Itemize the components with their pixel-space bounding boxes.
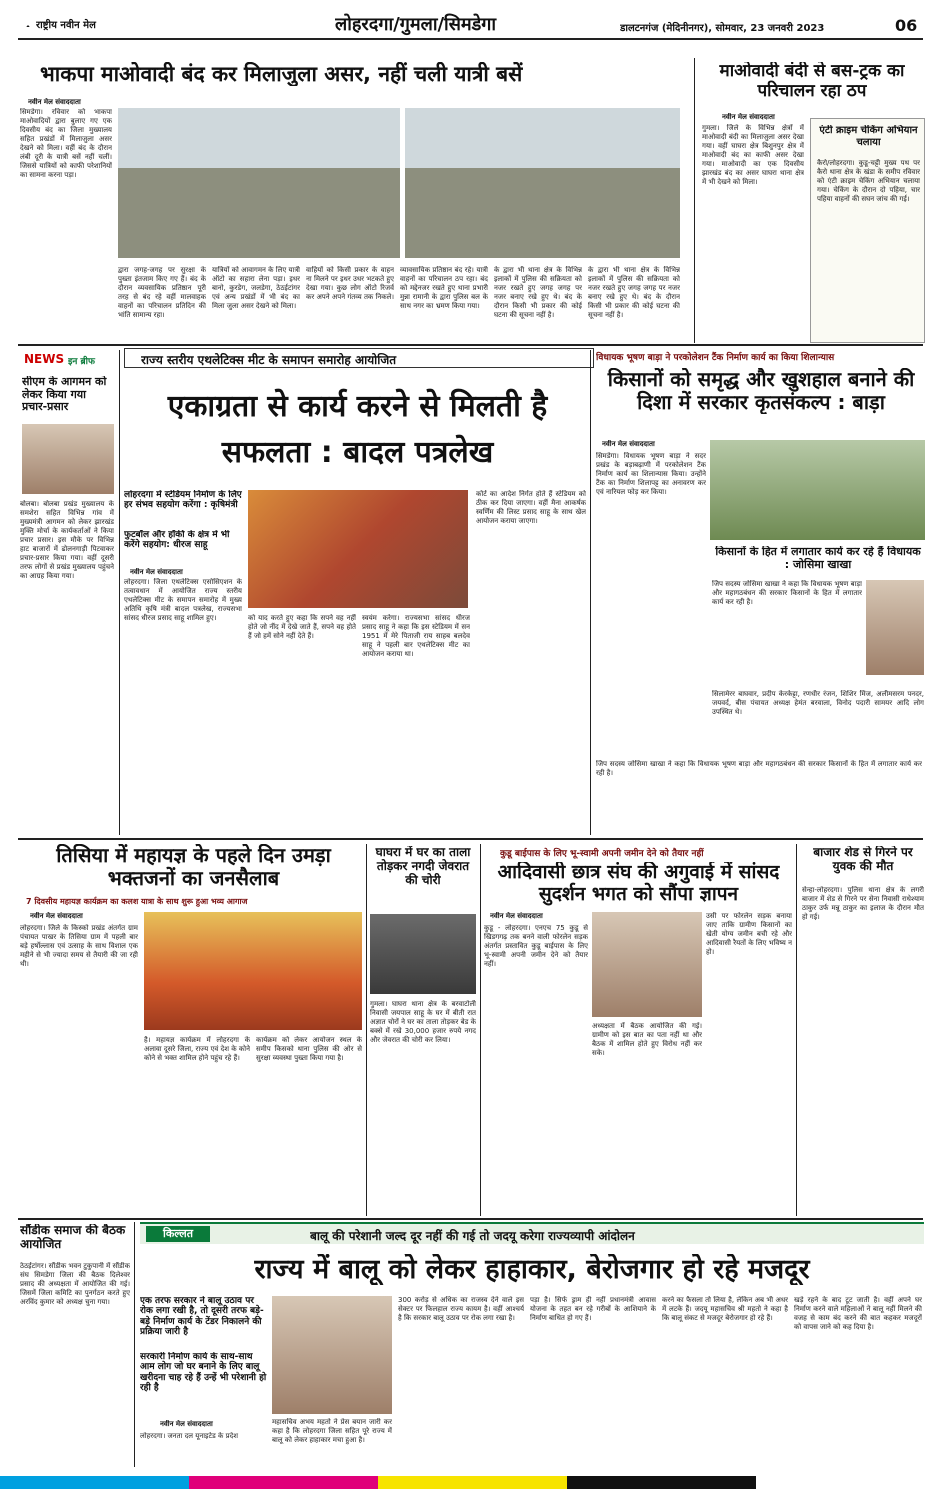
story5-divider xyxy=(366,844,367,1216)
story5-byline: नवीन मेल संवाददाता xyxy=(30,912,83,920)
paper-name: राष्ट्रीय नवीन मेल xyxy=(36,20,96,31)
story3-sub1: लोहरदगा में स्टेडियम निर्माण के लिए हर संभव सहयोग करेंगा : कृषिमंत्री xyxy=(124,490,242,511)
story10-col2: पड़ा है। सिर्फ ड्राम ही नहीं प्रधानमंत्री आवास योजना के तहत बन रहे गरीबों के आशियाने के निर्माण बाधित हो गए हैं। xyxy=(530,1296,656,1322)
story1-headline: भाकपा माओवादी बंद कर मिलाजुला असर, नहीं चली यात्री बसें xyxy=(40,62,523,86)
story3-divider xyxy=(590,350,591,835)
story10-col4: खड़े रहने के बाद टूट जाती है। वहीं अपने घर निर्माण करने वाले महिलाओं ने बालू नहीं मिलने की वजह से काम बंद करने की बात कहकर मजदूरों को वापस जाने को कह दिया है। xyxy=(794,1296,922,1331)
story5-headline: तिसिया में महायज्ञ के पहले दिन उमड़ा भक्तजनों का जनसैलाब xyxy=(56,844,331,890)
story1-col4: वाहियों को किसी प्रकार के वाहन ना मिलने पर इधर उधर भटकते हुए देखा गया। कुछ लोग ऑटो रिजर्व कर अपने अपने गंतव्य तक निकले। xyxy=(306,266,394,301)
story7-photo xyxy=(592,912,702,1017)
story7-col1: कुडू - लोहरदगा। एनएच 75 कुडू से खिडगगढ़ तक बनने वाली फोरलेन सड़क अंतर्गत प्रस्तावित कुडू बाईपास के लिए भू-स्वामी अपनी जमीन देने को तैयार नहीं। xyxy=(484,924,588,968)
story7-byline: नवीन मेल संवाददाता xyxy=(490,912,543,920)
masthead xyxy=(0,0,945,44)
story3-col4: कोर्ट का आदेश निर्गत होते हैं स्टेडियम को ठीक कर दिया जाएगा। वहीं मैना आकर्षक स्वर्णिम की लिस्ट प्रसाद साहू के साथ खेल आयोजन कराया जाएगा। xyxy=(476,490,586,525)
page-number: 06 xyxy=(895,16,918,35)
story4-footer-text: सिलामेरर बाघवार, प्रदीप केरकेट्टा, रणधीर रंजन, शिशिर मिंज, अलीमसरम पनदर, जयवर्द, बीस पंचायत अध्यक्ष हेमंत बरवाला, विनोद पदारी सामयर आदि लोग उपस्थित थे। xyxy=(712,690,924,716)
story4-photo-top xyxy=(710,440,925,540)
story4-footer-text-2: जिप सदस्य जोसिमा खाखा ने कहा कि विधायक भूषण बाड़ा और महागठबंधन की सरकार किसानों के हित में लगातार कार्य कर रही है। xyxy=(596,760,922,777)
story1-col2: द्वारा जगह-जगह पर सुरक्षा के पुख्ता इंतजाम किए गए हैं। बंद के दौरान व्यवसायिक प्रतिष्ठान पूरी तरह से बंद रहे वहीं मालवाहक वाहनों का परिचालन प्रतिदिन की भांति सामान्य रहा। xyxy=(118,266,206,319)
anticrime-box xyxy=(810,118,925,343)
story4-sub-headline: किसानों के हित में लगातार कार्य कर रहे हैं विधायक : जोसिमा खाखा xyxy=(715,546,921,571)
masthead-divider xyxy=(18,38,923,40)
story3-kicker-box xyxy=(124,348,594,368)
story10-pull2: सरकारी निर्माण कार्य के साथ-साथ आम लोग जो घर बनाने के लिए बालू खरीदना चाह रहे हैं उन्हें भी परेशानी हो रही है xyxy=(140,1352,267,1394)
story8-text: सेन्हा-लोहरदगा। पुलिस थाना क्षेत्र के लगरी बाजार में शेड से गिरने पर सेना निवासी राधेश्याम ठाकुर उर्फ मन्नू ठाकुर का इलाज के दौरान मौत हो गई। xyxy=(802,886,924,921)
story1-col3: यात्रियों को आवागमन के लिए यात्री ऑटो का सहारा लेना पड़ा। इधर बानो, कुरडेग, जलडेगा, ठेठईटांगर एवं अन्य प्रखंडों में भी बंद का मिला जुला असर देखने को मिला। xyxy=(212,266,300,310)
story3-col1: लोहरदगा। जिला एथलेटिक्स एसोसिएशन के तत्वावधान में आयोजित राज्य स्तरीय एथलेटिक्स मीट के समापन समारोह में मुख्य अतिथि कृषि मंत्री बादल पत्रलेख, राज्यसभा सांसद धीरज प्रसाद साहू शामिल हुए। xyxy=(124,578,242,622)
news-brief-badge xyxy=(20,350,116,370)
story4-kicker: विधायक भूषण बाड़ा ने परकोलेशन टैंक निर्माण कार्य का किया शिलान्यास xyxy=(596,353,835,363)
section-title: लोहरदगा/गुमला/सिमडेगा xyxy=(335,14,497,35)
story3-kicker: राज्य स्तरीय एथलेटिक्स मीट के समापन समारोह आयोजित xyxy=(141,353,397,367)
story7-kicker: कुडू बाईपास के लिए भू-स्वामी अपनी जमीन देने को तैयार नहीं xyxy=(500,849,704,859)
anticrime-text: कैरो/लोहरदगा। कुडू-चट्टी मुख्य पथ पर कैरो थाना क्षेत्र के खंडा के समीप रविवार को एंटी क्राइम चेकिंग अभियान चलाया गया। चेकिंग के दौरान दो पहिया, चार पहिया वाहनों की सघन जांच की गई। xyxy=(817,159,920,203)
story1-byline: नवीन मेल संवाददाता xyxy=(28,98,81,106)
story2-headline: माओवादी बंदी से बस-ट्रक का परिचालन रहा ठप xyxy=(719,62,905,101)
story9-divider xyxy=(134,1222,135,1467)
story10-col3: करने का फैसला तो लिया है, लेकिन अब भी अधर में लटके हैं। जदयू महासचिव श्री महतो ने कहा है कि बालू संकट से मजदूर बेरोजगार हो रहे हैं। xyxy=(662,1296,788,1322)
story4-headline: किसानों को समृद्ध और खुशहाल बनाने की दिशा में सरकार कृतसंकल्प : बाड़ा xyxy=(607,368,915,414)
story3-col2: को याद करते हुए कहा कि सपने वह नहीं होते जो नींद में देखे जाते हैं, सपने वह होते हैं जो हमें सोने नहीं देते हैं। xyxy=(248,614,356,640)
story5-photo xyxy=(144,912,362,1030)
story10-dateline: लोहरदगा। जनता दल यूनाइटेड के प्रदेश xyxy=(140,1432,239,1440)
story10-portrait xyxy=(272,1296,392,1414)
story10-kicker-bar xyxy=(140,1222,924,1244)
story5-col3: कार्यक्रम को लेकर आयोजन स्थल के समीप किसको थाना पुलिस की ओर से सुरक्षा व्यवस्था पुख्ता किया गया है। xyxy=(256,1036,362,1062)
section-divider-3 xyxy=(18,1218,923,1220)
story5-col2: है। महायज्ञ कार्यक्रम में लोहरदगा के अलावा दूसरे जिला, राज्य एवं देश के कोने कोने से भक्त शामिल होने पहुंच रहे हैं। xyxy=(144,1036,250,1062)
story1-lead: सिमडेगा। रविवार को भाकपा माओवादियों द्वारा बुलाए गए एक दिवसीय बंद का जिला मुख्यालय सहित प्रखंडों में मिलाजुला असर देखने को मिला। वहीं बंद के दौरान लंबी दूरी के यात्री बसें नहीं चलीं। जिससे यात्रियों को काफी परेशानियों का सामना करना पड़ा। xyxy=(20,108,112,179)
news-brief-photo xyxy=(22,424,114,494)
story3-col3: स्वयंम करेगा। राज्यसभा सांसद धीरज प्रसाद साहू ने कहा कि इस स्टेडियम में सन 1951 में मेरे पिताजी राय साहब बलदेव साहू ने पहली बार एथलेटिक्स मीट का आयोजन कराया था। xyxy=(362,614,470,658)
story8-headline: बाजार शेड से गिरने पर युवक की मौत xyxy=(813,846,913,873)
story10-kicker: बालू की परेशानी जल्द दूर नहीं की गई तो जदयू करेगा राज्यव्यापी आंदोलन xyxy=(310,1229,635,1243)
story7-headline: आदिवासी छात्र संघ की अगुवाई में सांसद सुदर्शन भगत को सौंपा ज्ञापन xyxy=(497,862,780,905)
story5-subhead: 7 दिवसीय महायज्ञ कार्यक्रम का कलश यात्रा के साथ शुरू हुआ भव्य आगाज xyxy=(26,897,248,906)
story7-divider xyxy=(796,844,797,1216)
story9-headline: सौंडीक समाज की बैठक आयोजित xyxy=(20,1224,126,1251)
news-label: NEWS xyxy=(24,352,65,366)
story10-headline: राज्य में बालू को लेकर हाहाकार, बेरोजगार हो रहे मजदूर xyxy=(254,1254,810,1285)
story7-col3: उसी पर फोरलेन सड़क बनाया जाए ताकि ग्रामीण किसानों का खेती योग्य जमीन बची रहे और आदिवासी रैयतों के लिए भविष्य न हो। xyxy=(706,912,792,956)
story3-sub2: फुटबॉल और हॉकी के क्षेत्र में भी करेंगे सहयोग: धीरज साहू xyxy=(124,530,230,551)
story10-byline: नवीन मेल संवाददाता xyxy=(160,1420,213,1428)
story4-portrait xyxy=(866,580,924,675)
story10-kicker-tag: किल्लत xyxy=(146,1226,210,1242)
story1-photo-right xyxy=(405,108,680,258)
story3-headline: एकाग्रता से कार्य करने से मिलती है सफलता : बादल पत्रलेख xyxy=(167,389,548,470)
story3-byline: नवीन मेल संवाददाता xyxy=(130,568,183,576)
story4-sub-text: जिप सदस्य जोसिमा खाखा ने कहा कि विधायक भूषण बाड़ा और महागठबंधन की सरकार किसानों के हित में लगातार कार्य कर रही है। xyxy=(712,580,862,606)
print-register-bar xyxy=(0,1476,945,1489)
story2-divider xyxy=(694,58,695,343)
section-divider-2 xyxy=(18,838,923,840)
story1-photo-left xyxy=(118,108,400,258)
story6-photo xyxy=(370,914,476,994)
story2-byline: नवीन मेल संवाददाता xyxy=(722,113,775,121)
story9-text: ठेठईटांगर। सौंडीक भवन टुकुपानी में सौंडीक संघ सिमडेगा जिला की बैठक दिलेश्वर प्रसाद की अध्यक्षता में आयोजित की गई। जिसमें जिला कमिटि का पुनर्गठन करते हुए अरविंद कुमार को अध्यक्ष चुना गया। xyxy=(20,1262,130,1306)
brief-divider xyxy=(119,350,120,835)
newspaper-logo-icon xyxy=(22,18,34,27)
story4-byline: नवीन मेल संवाददाता xyxy=(602,440,655,448)
story10-pull1: एक तरफ सरकार ने बालू उठाव पर रोक लगा रखी है, तो दूसरी तरफ बड़े-बड़े निर्माण कार्य के टेंडर निकालने की प्रक्रिया जारी है xyxy=(140,1296,264,1338)
story1-col7: के द्वारा भी थाना क्षेत्र के विभिन्न इलाकों में पुलिस की सक्रियता को नजर रखते हुए जगह जगह पर नजर बनाए रखे हुए थे। बंद के दौरान किसी भी प्रकार की कोई घटना की सूचना नहीं है। xyxy=(588,266,680,319)
story10-col1: 300 करोड़ से अधिक का राजस्व देने वाले इस सेक्टर पर फिलहाल राज्य कायम है। वहीं आश्चर्य है कि सरकार बालू उठाव पर रोक लगा रखा है। xyxy=(398,1296,524,1322)
story10-photo-caption: महासचिव अभय महतो ने प्रेस बयान जारी कर कहा है कि लोहरदगा जिला सहित पूरे राज्य में बालू को लेकर हाहाकार मचा हुआ है। xyxy=(272,1418,392,1444)
story7-col2: अध्यक्षता में बैठक आयोजित की गई। ग्रामीण को इस बात का पता नहीं था और बैठक में शामिल होते हुए विरोध नहीं कर सके। xyxy=(592,1022,702,1057)
story4-text: सिमडेगा। विधायक भूषण बाड़ा ने सदर प्रखंड के बड़ाबढ़ाणी में परकोलेशन टैंक निर्माण कार्य का शिलान्यास किया। उन्होंने टैंक का निर्माण शिलापट्ट का अनावरण कर एवं नारियल फोड़ कर किया। xyxy=(596,452,706,496)
news-brief-title: सीएम के आगमन को लेकर किया गया प्रचार-प्रसार xyxy=(22,376,107,414)
story5-col1: लोहरदगा। जिले के किस्को प्रखंड अंतर्गत ग्राम पंचायत पाखर के तिसिया ग्राम में पहली बार बड़े हर्षोल्लास एवं उत्साह के साथ विशाल एक महीने से भी ज्यादा समय से तैयारी की जा रही थी। xyxy=(20,924,138,968)
story6-text: गुमला। घाघरा थाना क्षेत्र के बरवाटोली निवासी जयपाल साहू के घर में बीती रात अज्ञात चोरों ने घर का ताला तोड़कर बेड के बक्से में रखे 30,000 हजार रुपये नगद और जेवरात की चोरी कर लिया। xyxy=(370,1000,476,1044)
story2-text: गुमला। जिले के विभिन्न क्षेत्रों में माओवादी बंदी का मिलाजुला असर देखा गया। वहीं घाघरा क्षेत्र बिशुनपुर क्षेत्र में माओवादी बंद का काफी असर देखा गया। माओवादी का एक दिवसीय झारखंड बंद का असर घाघरा थाना क्षेत्र में भी देखने को मिला। xyxy=(702,124,804,186)
story1-col5: व्यावसायिक प्रतिष्ठान बंद रहे। यात्री वाहनों का परिचालन ठप रहा। बंद को मद्देनजर रखते हुए थाना प्रभारी मुन्ना रामानी के द्वारा पुलिस बल के साथ नगर का भ्रमण किया गया। xyxy=(400,266,488,310)
anticrime-title: एंटी क्राइम चेकिंग अभियान चलाया xyxy=(819,125,918,148)
dateline: डालटनगंज (मेदिनीनगर), सोमवार, 23 जनवरी 2023 xyxy=(620,23,825,34)
section-divider-1 xyxy=(18,344,923,346)
news-sublabel: इन ब्रीफ xyxy=(68,357,95,367)
story6-divider xyxy=(480,844,481,1216)
news-brief-text: बोलबा। बोलबा प्रखंड मुख्यालय के समशेरा सहित विभिन्न गांव में मुख्यमंत्री आगमन को लेकर झारखंड मुक्ति मोर्चा के कार्यकर्ताओं ने किया प्रचार प्रसार। इस मौके पर विभिन्न हाट बाजारों में ढोलनगाड़ी पिटवाकर प्रचार-प्रसार किया गया। वहीं दूसरी तरफ लोगों से प्रखंड मुख्यालय पहुंचने का आग्रह किया गया। xyxy=(20,500,114,580)
story3-photo xyxy=(248,490,468,608)
story1-col6: के द्वारा भी थाना क्षेत्र के विभिन्न इलाकों में पुलिस की सक्रियता को नजर रखते हुए जगह जगह पर नजर बनाए रखे हुए थे। बंद के दौरान किसी भी प्रकार की कोई घटना की सूचना नहीं है। xyxy=(494,266,582,319)
story6-headline: घाघरा में घर का ताला तोड़कर नगदी जेवरात की चोरी xyxy=(375,846,471,887)
